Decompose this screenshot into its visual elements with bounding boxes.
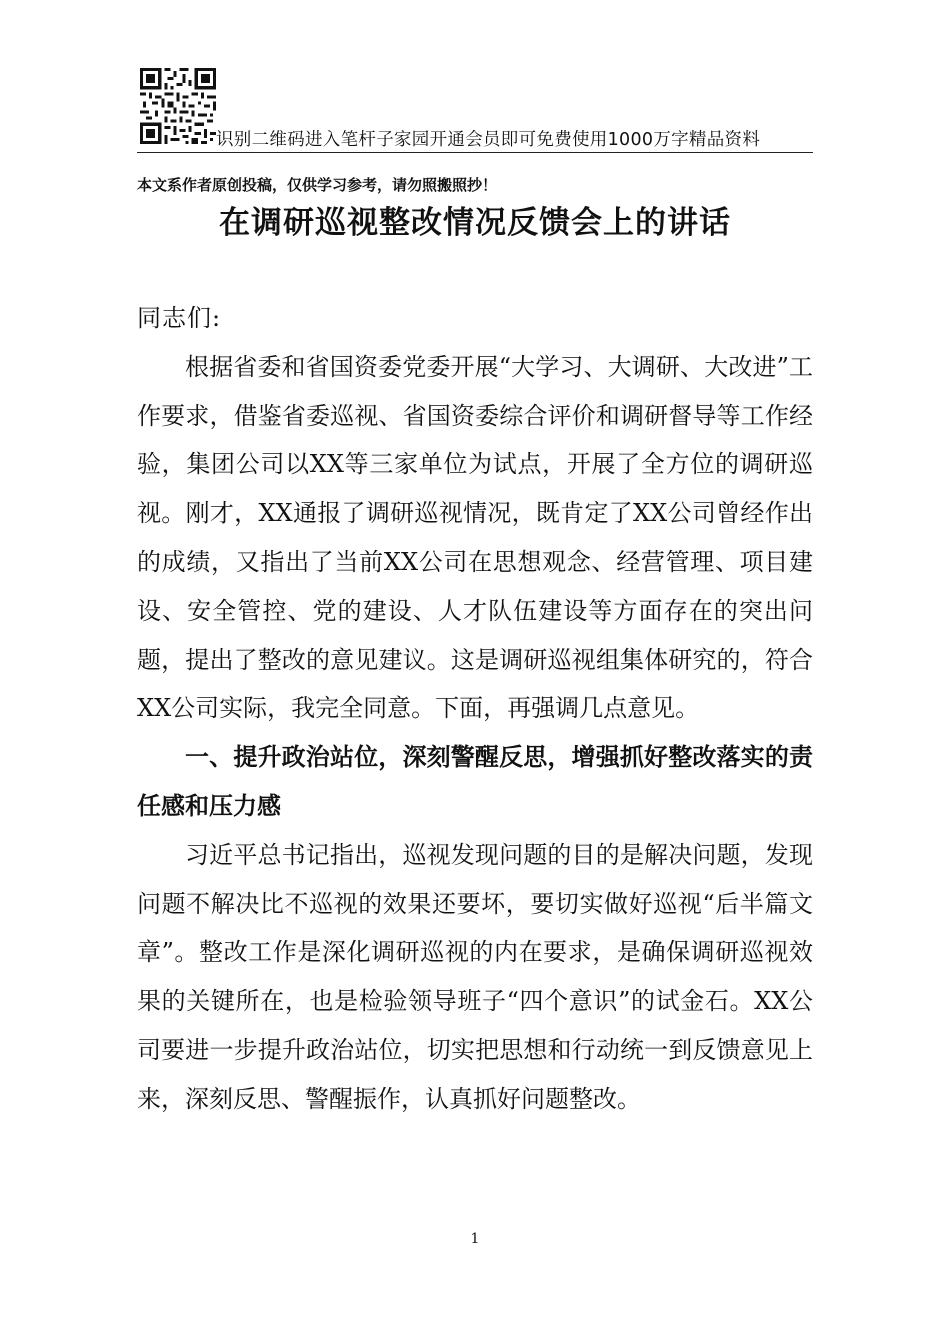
paragraph-2: 习近平总书记指出，巡视发现问题的目的是解决问题，发现问题不解决比不巡视的效果还要坏，要切实做好巡视“后半篇文章”。整改工作是深化调研巡视的内在要求，是确保调研巡视效果的关键所在，也是检验领导班子“四个意识”的试金石。XX公司要进一步提升政治站位，切实把思想和行动统一到反馈意见上来，深刻反思、警醒振作，认真抓好问题整改。	[137, 840, 813, 1113]
salutation: 同志们:	[137, 304, 222, 332]
page-number: 1	[470, 1231, 480, 1247]
promo-text: 识别二维码进入笔杆子家园开通会员即可免费使用1000万字精品资料	[216, 130, 761, 150]
document-title: 在调研巡视整改情况反馈会上的讲话	[219, 205, 731, 241]
document-body	[137, 294, 813, 1124]
section-heading-1: 一、提升政治站位，深刻警醒反思，增强抓好整改落实的责任感和压力感	[137, 743, 813, 820]
paragraph-1: 根据省委和省国资委党委开展“大学习、大调研、大改进”工作要求，借鉴省委巡视、省国资委综合评价和调研督导等工作经验，集团公司以XX等三家单位为试点，开展了全方位的调研巡视。刚才，XX通报了调研巡视情况，既肯定了XX公司曾经作出的成绩，又指出了当前XX公司在思想观念、经营管理、项目建设、安全管控、党的建设、人才队伍建设等方面存在的突出问题，提出了整改的意见建议。这是调研巡视组集体研究的，符合XX公司实际，我完全同意。下面，再强调几点意见。	[137, 352, 813, 723]
qr-code-icon	[140, 68, 216, 144]
header-divider	[137, 152, 813, 153]
copyright-notice: 本文系作者原创投稿，仅供学习参考，请勿照搬照抄！	[137, 176, 498, 194]
